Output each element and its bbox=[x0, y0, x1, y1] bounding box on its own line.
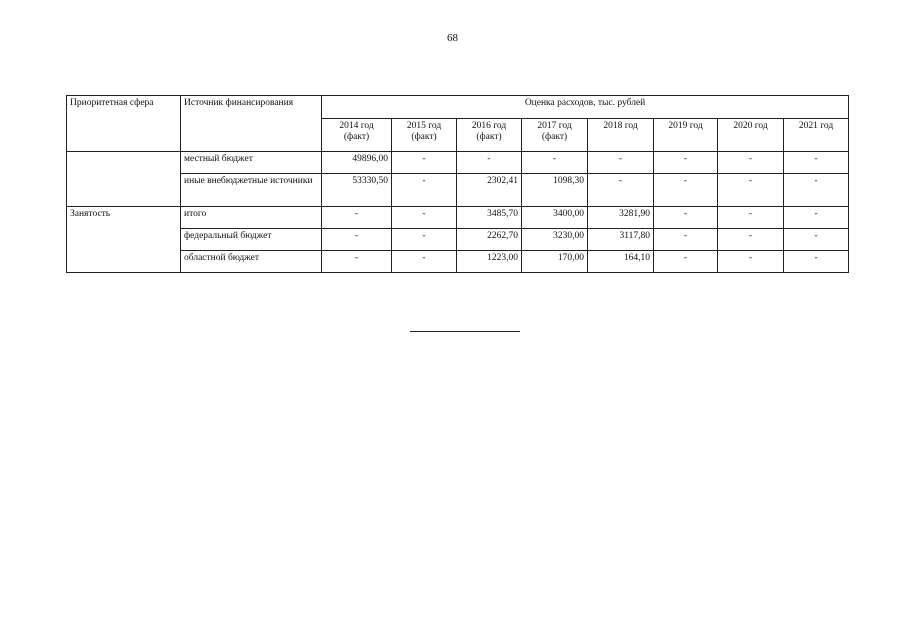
page-number: 68 bbox=[447, 32, 458, 44]
priority-area-cell bbox=[67, 152, 181, 207]
header-funding-source: Источник финансирования bbox=[181, 96, 322, 152]
funding-source-cell: областной бюджет bbox=[181, 251, 322, 273]
header-year-note: (факт) bbox=[476, 132, 502, 142]
value-cell: 1223,00 bbox=[457, 251, 522, 273]
table-row bbox=[67, 174, 849, 207]
funding-source-cell: иные внебюджетные источники bbox=[181, 174, 322, 207]
header-year-label: 2018 год bbox=[603, 121, 638, 131]
value-cell: - bbox=[784, 152, 849, 174]
table-row bbox=[67, 207, 849, 229]
value-cell: - bbox=[784, 229, 849, 251]
expenses-table bbox=[66, 95, 849, 273]
value-cell: - bbox=[322, 207, 392, 229]
value-cell: 49896,00 bbox=[322, 152, 392, 174]
header-year bbox=[522, 119, 588, 152]
value-cell: 164,10 bbox=[588, 251, 654, 273]
funding-source-cell: федеральный бюджет bbox=[181, 229, 322, 251]
value-cell: - bbox=[322, 251, 392, 273]
funding-source-cell: местный бюджет bbox=[181, 152, 322, 174]
value-cell: - bbox=[784, 174, 849, 207]
header-year bbox=[457, 119, 522, 152]
value-cell: 3485,70 bbox=[457, 207, 522, 229]
header-year bbox=[588, 119, 654, 152]
table-header-row bbox=[67, 96, 849, 119]
value-cell: - bbox=[654, 251, 718, 273]
value-cell: 1098,30 bbox=[522, 174, 588, 207]
value-cell: - bbox=[718, 174, 784, 207]
value-cell: - bbox=[718, 229, 784, 251]
priority-area-cell: Занятость bbox=[67, 207, 181, 273]
value-cell: - bbox=[392, 229, 457, 251]
table-body bbox=[67, 152, 849, 273]
value-cell: - bbox=[718, 152, 784, 174]
table-row bbox=[67, 229, 849, 251]
header-year bbox=[392, 119, 457, 152]
header-year-label: 2017 год bbox=[537, 121, 572, 131]
value-cell: 3281,90 bbox=[588, 207, 654, 229]
value-cell: 3400,00 bbox=[522, 207, 588, 229]
header-year-label: 2014 год bbox=[339, 121, 374, 131]
header-year-note: (факт) bbox=[411, 132, 437, 142]
header-year-label: 2015 год bbox=[406, 121, 442, 131]
header-year-label: 2016 год bbox=[471, 121, 507, 131]
value-cell: - bbox=[784, 207, 849, 229]
value-cell: - bbox=[654, 229, 718, 251]
value-cell: 2262,70 bbox=[457, 229, 522, 251]
value-cell: - bbox=[588, 174, 654, 207]
value-cell: - bbox=[654, 174, 718, 207]
value-cell: 2302,41 bbox=[457, 174, 522, 207]
header-priority-area: Приоритетная сфера bbox=[67, 96, 181, 152]
value-cell: 53330,50 bbox=[322, 174, 392, 207]
end-rule bbox=[410, 331, 520, 332]
header-year-note: (факт) bbox=[343, 132, 370, 142]
value-cell: - bbox=[784, 251, 849, 273]
header-year-label: 2019 год bbox=[668, 121, 703, 131]
header-expense-estimate: Оценка расходов, тыс. рублей bbox=[322, 96, 849, 119]
value-cell: 3230,00 bbox=[522, 229, 588, 251]
value-cell: - bbox=[718, 251, 784, 273]
header-year bbox=[718, 119, 784, 152]
value-cell: - bbox=[654, 152, 718, 174]
value-cell: - bbox=[392, 207, 457, 229]
header-year bbox=[654, 119, 718, 152]
value-cell: - bbox=[322, 229, 392, 251]
header-year-label: 2020 год bbox=[733, 121, 768, 131]
funding-source-cell: итого bbox=[181, 207, 322, 229]
value-cell: - bbox=[522, 152, 588, 174]
table-row bbox=[67, 251, 849, 273]
value-cell: - bbox=[392, 174, 457, 207]
value-cell: 170,00 bbox=[522, 251, 588, 273]
header-year bbox=[784, 119, 849, 152]
value-cell: 3117,80 bbox=[588, 229, 654, 251]
header-year bbox=[322, 119, 392, 152]
value-cell: - bbox=[588, 152, 654, 174]
header-year-label: 2021 год bbox=[798, 121, 834, 131]
header-year-note: (факт) bbox=[541, 132, 568, 142]
value-cell: - bbox=[457, 152, 522, 174]
value-cell: - bbox=[392, 251, 457, 273]
value-cell: - bbox=[654, 207, 718, 229]
value-cell: - bbox=[392, 152, 457, 174]
table-row bbox=[67, 152, 849, 174]
value-cell: - bbox=[718, 207, 784, 229]
